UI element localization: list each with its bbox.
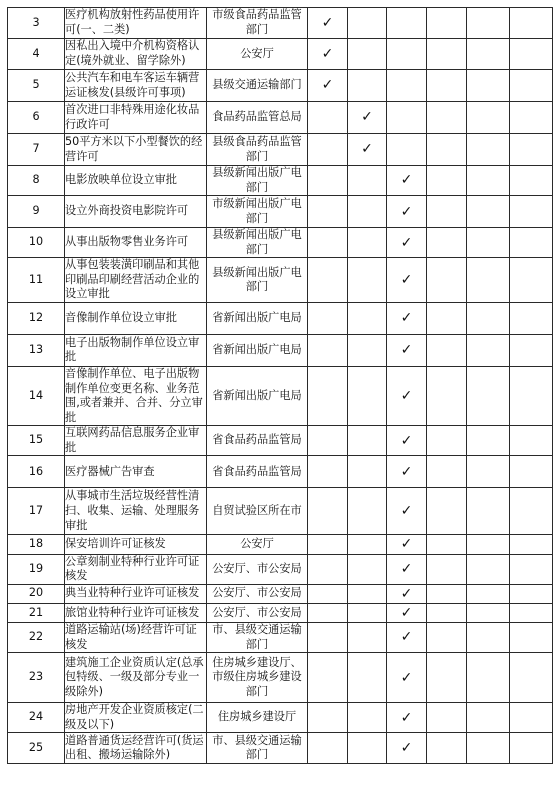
- mark-cell: [467, 366, 510, 425]
- mark-cell: [308, 258, 348, 303]
- mark-cell: [510, 426, 553, 456]
- mark-cell: [427, 488, 467, 535]
- row-number-cell: 20: [8, 584, 65, 603]
- mark-cell: [348, 603, 387, 622]
- table-body: [8, 8, 553, 764]
- mark-cell: [387, 39, 427, 70]
- mark-cell: [427, 653, 467, 703]
- row-number-cell: 5: [8, 70, 65, 102]
- check-mark-icon: ✓: [400, 604, 413, 621]
- mark-cell: [348, 334, 387, 366]
- table-row: [8, 603, 553, 622]
- mark-cell: [467, 653, 510, 703]
- mark-cell: [387, 426, 427, 456]
- check-mark-icon: ✓: [321, 45, 334, 62]
- item-name-cell: 电影放映单位设立审批: [65, 166, 207, 196]
- mark-cell: [427, 554, 467, 584]
- check-mark-icon: ✓: [400, 310, 413, 327]
- department-cell: 省新闻出版广电局: [207, 334, 308, 366]
- item-name-cell: 房地产开发企业资质核定(二级及以下): [65, 703, 207, 733]
- mark-cell: [510, 623, 553, 653]
- mark-cell: [510, 39, 553, 70]
- row-number-cell: 21: [8, 603, 65, 622]
- table-row: [8, 623, 553, 653]
- row-number-cell: 7: [8, 134, 65, 166]
- mark-cell: [308, 603, 348, 622]
- mark-cell: [510, 70, 553, 102]
- mark-cell: [348, 39, 387, 70]
- mark-cell: [308, 456, 348, 488]
- mark-cell: [427, 366, 467, 425]
- table-row: [8, 8, 553, 39]
- mark-cell: [510, 334, 553, 366]
- mark-cell: [427, 703, 467, 733]
- mark-cell: [467, 603, 510, 622]
- mark-cell: [387, 733, 427, 764]
- check-mark-icon: ✓: [400, 234, 413, 251]
- table-row: [8, 196, 553, 228]
- mark-cell: [308, 39, 348, 70]
- mark-cell: [308, 166, 348, 196]
- check-mark-icon: ✓: [400, 629, 413, 646]
- item-name-cell: 因私出入境中介机构资格认定(境外就业、留学除外): [65, 39, 207, 70]
- mark-cell: [427, 134, 467, 166]
- mark-cell: [308, 102, 348, 134]
- table-row: [8, 228, 553, 258]
- table-row: [8, 653, 553, 703]
- mark-cell: [387, 102, 427, 134]
- mark-cell: [308, 623, 348, 653]
- mark-cell: [427, 733, 467, 764]
- mark-cell: [510, 703, 553, 733]
- department-cell: 市、县级交通运输部门: [207, 623, 308, 653]
- mark-cell: [427, 39, 467, 70]
- row-number-cell: 8: [8, 166, 65, 196]
- table-row: [8, 134, 553, 166]
- row-number-cell: 3: [8, 8, 65, 39]
- mark-cell: [510, 554, 553, 584]
- department-cell: 县级新闻出版广电部门: [207, 258, 308, 303]
- item-name-cell: 从事出版物零售业务许可: [65, 228, 207, 258]
- mark-cell: [387, 366, 427, 425]
- table-row: [8, 584, 553, 603]
- table-row: [8, 456, 553, 488]
- check-mark-icon: ✓: [400, 740, 413, 757]
- mark-cell: [348, 426, 387, 456]
- mark-cell: [467, 456, 510, 488]
- mark-cell: [348, 623, 387, 653]
- mark-cell: [467, 102, 510, 134]
- mark-cell: [427, 196, 467, 228]
- mark-cell: [427, 426, 467, 456]
- mark-cell: [427, 456, 467, 488]
- mark-cell: [510, 535, 553, 554]
- mark-cell: [467, 426, 510, 456]
- check-mark-icon: ✓: [400, 432, 413, 449]
- mark-cell: [510, 8, 553, 39]
- mark-cell: [387, 584, 427, 603]
- row-number-cell: 10: [8, 228, 65, 258]
- department-cell: 省新闻出版广电局: [207, 366, 308, 425]
- mark-cell: [427, 302, 467, 334]
- item-name-cell: 医疗器械广告审查: [65, 456, 207, 488]
- table-row: [8, 426, 553, 456]
- table-row: [8, 554, 553, 584]
- mark-cell: [467, 623, 510, 653]
- mark-cell: [387, 488, 427, 535]
- row-number-cell: 17: [8, 488, 65, 535]
- mark-cell: [510, 196, 553, 228]
- mark-cell: [387, 166, 427, 196]
- mark-cell: [387, 554, 427, 584]
- mark-cell: [510, 733, 553, 764]
- table-row: [8, 733, 553, 764]
- item-name-cell: 公章刻制业特种行业许可证核发: [65, 554, 207, 584]
- table-row: [8, 102, 553, 134]
- mark-cell: [510, 653, 553, 703]
- mark-cell: [467, 488, 510, 535]
- check-mark-icon: ✓: [361, 109, 373, 126]
- row-number-cell: 24: [8, 703, 65, 733]
- mark-cell: [348, 488, 387, 535]
- mark-cell: [348, 228, 387, 258]
- mark-cell: [308, 584, 348, 603]
- department-cell: 市级食品药品监管部门: [207, 8, 308, 39]
- mark-cell: [348, 366, 387, 425]
- department-cell: 公安厅: [207, 535, 308, 554]
- department-cell: 自贸试验区所在市: [207, 488, 308, 535]
- mark-cell: [348, 196, 387, 228]
- check-mark-icon: ✓: [400, 536, 413, 553]
- mark-cell: [510, 102, 553, 134]
- mark-cell: [348, 653, 387, 703]
- check-mark-icon: ✓: [361, 141, 373, 158]
- row-number-cell: 13: [8, 334, 65, 366]
- mark-cell: [387, 228, 427, 258]
- item-name-cell: 旅馆业特种行业许可证核发: [65, 603, 207, 622]
- mark-cell: [308, 196, 348, 228]
- mark-cell: [467, 584, 510, 603]
- item-name-cell: 音像制作单位设立审批: [65, 302, 207, 334]
- check-mark-icon: ✓: [400, 272, 413, 288]
- check-mark-icon: ✓: [321, 77, 334, 94]
- mark-cell: [510, 603, 553, 622]
- department-cell: 省新闻出版广电局: [207, 302, 308, 334]
- mark-cell: [308, 535, 348, 554]
- item-name-cell: 建筑施工企业资质认定(总承包特级、一级及部分专业一级除外): [65, 653, 207, 703]
- check-mark-icon: ✓: [400, 503, 413, 520]
- row-number-cell: 23: [8, 653, 65, 703]
- department-cell: 市级新闻出版广电部门: [207, 196, 308, 228]
- mark-cell: [510, 302, 553, 334]
- mark-cell: [387, 703, 427, 733]
- mark-cell: [387, 653, 427, 703]
- mark-cell: [510, 166, 553, 196]
- item-name-cell: 典当业特种行业许可证核发: [65, 584, 207, 603]
- department-cell: 县级交通运输部门: [207, 70, 308, 102]
- mark-cell: [467, 733, 510, 764]
- mark-cell: [348, 584, 387, 603]
- mark-cell: [467, 258, 510, 303]
- mark-cell: [467, 535, 510, 554]
- mark-cell: [387, 134, 427, 166]
- mark-cell: [348, 258, 387, 303]
- mark-cell: [467, 39, 510, 70]
- table-row: [8, 258, 553, 303]
- mark-cell: [510, 584, 553, 603]
- check-mark-icon: ✓: [400, 203, 413, 220]
- mark-cell: [348, 456, 387, 488]
- mark-cell: [308, 554, 348, 584]
- mark-cell: [308, 70, 348, 102]
- item-name-cell: 道路运输站(场)经营许可证核发: [65, 623, 207, 653]
- table-row: [8, 703, 553, 733]
- mark-cell: [467, 302, 510, 334]
- row-number-cell: 16: [8, 456, 65, 488]
- table-row: [8, 39, 553, 70]
- row-number-cell: 18: [8, 535, 65, 554]
- item-name-cell: 医疗机构放射性药品使用许可(一、二类): [65, 8, 207, 39]
- department-cell: 公安厅、市公安局: [207, 603, 308, 622]
- mark-cell: [427, 258, 467, 303]
- table-row: [8, 334, 553, 366]
- mark-cell: [467, 228, 510, 258]
- table-row: [8, 535, 553, 554]
- row-number-cell: 9: [8, 196, 65, 228]
- table-row: [8, 166, 553, 196]
- department-cell: 住房城乡建设厅: [207, 703, 308, 733]
- mark-cell: [348, 8, 387, 39]
- mark-cell: [427, 166, 467, 196]
- mark-cell: [348, 302, 387, 334]
- row-number-cell: 15: [8, 426, 65, 456]
- item-name-cell: 首次进口非特殊用途化妆品行政许可: [65, 102, 207, 134]
- mark-cell: [308, 426, 348, 456]
- check-mark-icon: ✓: [400, 585, 413, 602]
- item-name-cell: 从事城市生活垃圾经营性清扫、收集、运输、处理服务审批: [65, 488, 207, 535]
- mark-cell: [427, 603, 467, 622]
- mark-cell: [510, 134, 553, 166]
- department-cell: 县级食品药品监管部门: [207, 134, 308, 166]
- mark-cell: [427, 70, 467, 102]
- mark-cell: [387, 196, 427, 228]
- table-row: [8, 366, 553, 425]
- mark-cell: [510, 228, 553, 258]
- mark-cell: [387, 302, 427, 334]
- item-name-cell: 道路普通货运经营许可(货运出租、搬场运输除外): [65, 733, 207, 764]
- mark-cell: [308, 134, 348, 166]
- check-mark-icon: ✓: [400, 172, 413, 189]
- mark-cell: [510, 366, 553, 425]
- mark-cell: [348, 733, 387, 764]
- item-name-cell: 公共汽车和电车客运车辆营运证核发(县级许可事项): [65, 70, 207, 102]
- row-number-cell: 14: [8, 366, 65, 425]
- item-name-cell: 50平方米以下小型餐饮的经营许可: [65, 134, 207, 166]
- mark-cell: [467, 134, 510, 166]
- check-mark-icon: ✓: [321, 14, 334, 31]
- row-number-cell: 19: [8, 554, 65, 584]
- mark-cell: [427, 102, 467, 134]
- mark-cell: [308, 703, 348, 733]
- department-cell: 省食品药品监管局: [207, 456, 308, 488]
- item-name-cell: 互联网药品信息服务企业审批: [65, 426, 207, 456]
- check-mark-icon: ✓: [400, 709, 413, 726]
- table-row: [8, 488, 553, 535]
- mark-cell: [308, 733, 348, 764]
- item-name-cell: 设立外商投资电影院许可: [65, 196, 207, 228]
- mark-cell: [467, 8, 510, 39]
- mark-cell: [427, 535, 467, 554]
- check-mark-icon: ✓: [400, 560, 413, 577]
- mark-cell: [427, 623, 467, 653]
- mark-cell: [467, 554, 510, 584]
- mark-cell: [308, 228, 348, 258]
- check-mark-icon: ✓: [400, 342, 413, 359]
- mark-cell: [387, 258, 427, 303]
- mark-cell: [510, 456, 553, 488]
- department-cell: 公安厅、市公安局: [207, 584, 308, 603]
- mark-cell: [387, 8, 427, 39]
- department-cell: 市、县级交通运输部门: [207, 733, 308, 764]
- table-row: [8, 302, 553, 334]
- mark-cell: [348, 703, 387, 733]
- item-name-cell: 保安培训许可证核发: [65, 535, 207, 554]
- mark-cell: [387, 623, 427, 653]
- item-name-cell: 电子出版物制作单位设立审批: [65, 334, 207, 366]
- mark-cell: [308, 334, 348, 366]
- mark-cell: [348, 70, 387, 102]
- mark-cell: [510, 488, 553, 535]
- department-cell: 住房城乡建设厅、市级住房城乡建设部门: [207, 653, 308, 703]
- department-cell: 食品药品监管总局: [207, 102, 308, 134]
- mark-cell: [427, 334, 467, 366]
- row-number-cell: 6: [8, 102, 65, 134]
- department-cell: 公安厅: [207, 39, 308, 70]
- mark-cell: [348, 535, 387, 554]
- row-number-cell: 25: [8, 733, 65, 764]
- mark-cell: [467, 703, 510, 733]
- item-name-cell: 音像制作单位、电子出版物制作单位变更名称、业务范围,或者兼并、合并、分立审批: [65, 366, 207, 425]
- row-number-cell: 22: [8, 623, 65, 653]
- mark-cell: [348, 102, 387, 134]
- mark-cell: [308, 302, 348, 334]
- mark-cell: [308, 488, 348, 535]
- mark-cell: [467, 334, 510, 366]
- mark-cell: [510, 258, 553, 303]
- mark-cell: [348, 134, 387, 166]
- row-number-cell: 4: [8, 39, 65, 70]
- check-mark-icon: ✓: [400, 463, 413, 480]
- item-name-cell: 从事包装装潢印刷品和其他印刷品印刷经营活动企业的设立审批: [65, 258, 207, 303]
- row-number-cell: 11: [8, 258, 65, 303]
- permit-table: [7, 7, 553, 764]
- mark-cell: [348, 166, 387, 196]
- mark-cell: [427, 584, 467, 603]
- mark-cell: [387, 334, 427, 366]
- mark-cell: [467, 70, 510, 102]
- mark-cell: [387, 603, 427, 622]
- mark-cell: [427, 8, 467, 39]
- mark-cell: [467, 196, 510, 228]
- mark-cell: [308, 8, 348, 39]
- row-number-cell: 12: [8, 302, 65, 334]
- department-cell: 县级新闻出版广电部门: [207, 228, 308, 258]
- mark-cell: [427, 228, 467, 258]
- check-mark-icon: ✓: [400, 387, 413, 404]
- department-cell: 公安厅、市公安局: [207, 554, 308, 584]
- mark-cell: [348, 554, 387, 584]
- table-row: [8, 70, 553, 102]
- mark-cell: [387, 70, 427, 102]
- mark-cell: [387, 456, 427, 488]
- department-cell: 省食品药品监管局: [207, 426, 308, 456]
- mark-cell: [308, 653, 348, 703]
- check-mark-icon: ✓: [400, 669, 413, 686]
- mark-cell: [387, 535, 427, 554]
- mark-cell: [308, 366, 348, 425]
- mark-cell: [467, 166, 510, 196]
- department-cell: 县级新闻出版广电部门: [207, 166, 308, 196]
